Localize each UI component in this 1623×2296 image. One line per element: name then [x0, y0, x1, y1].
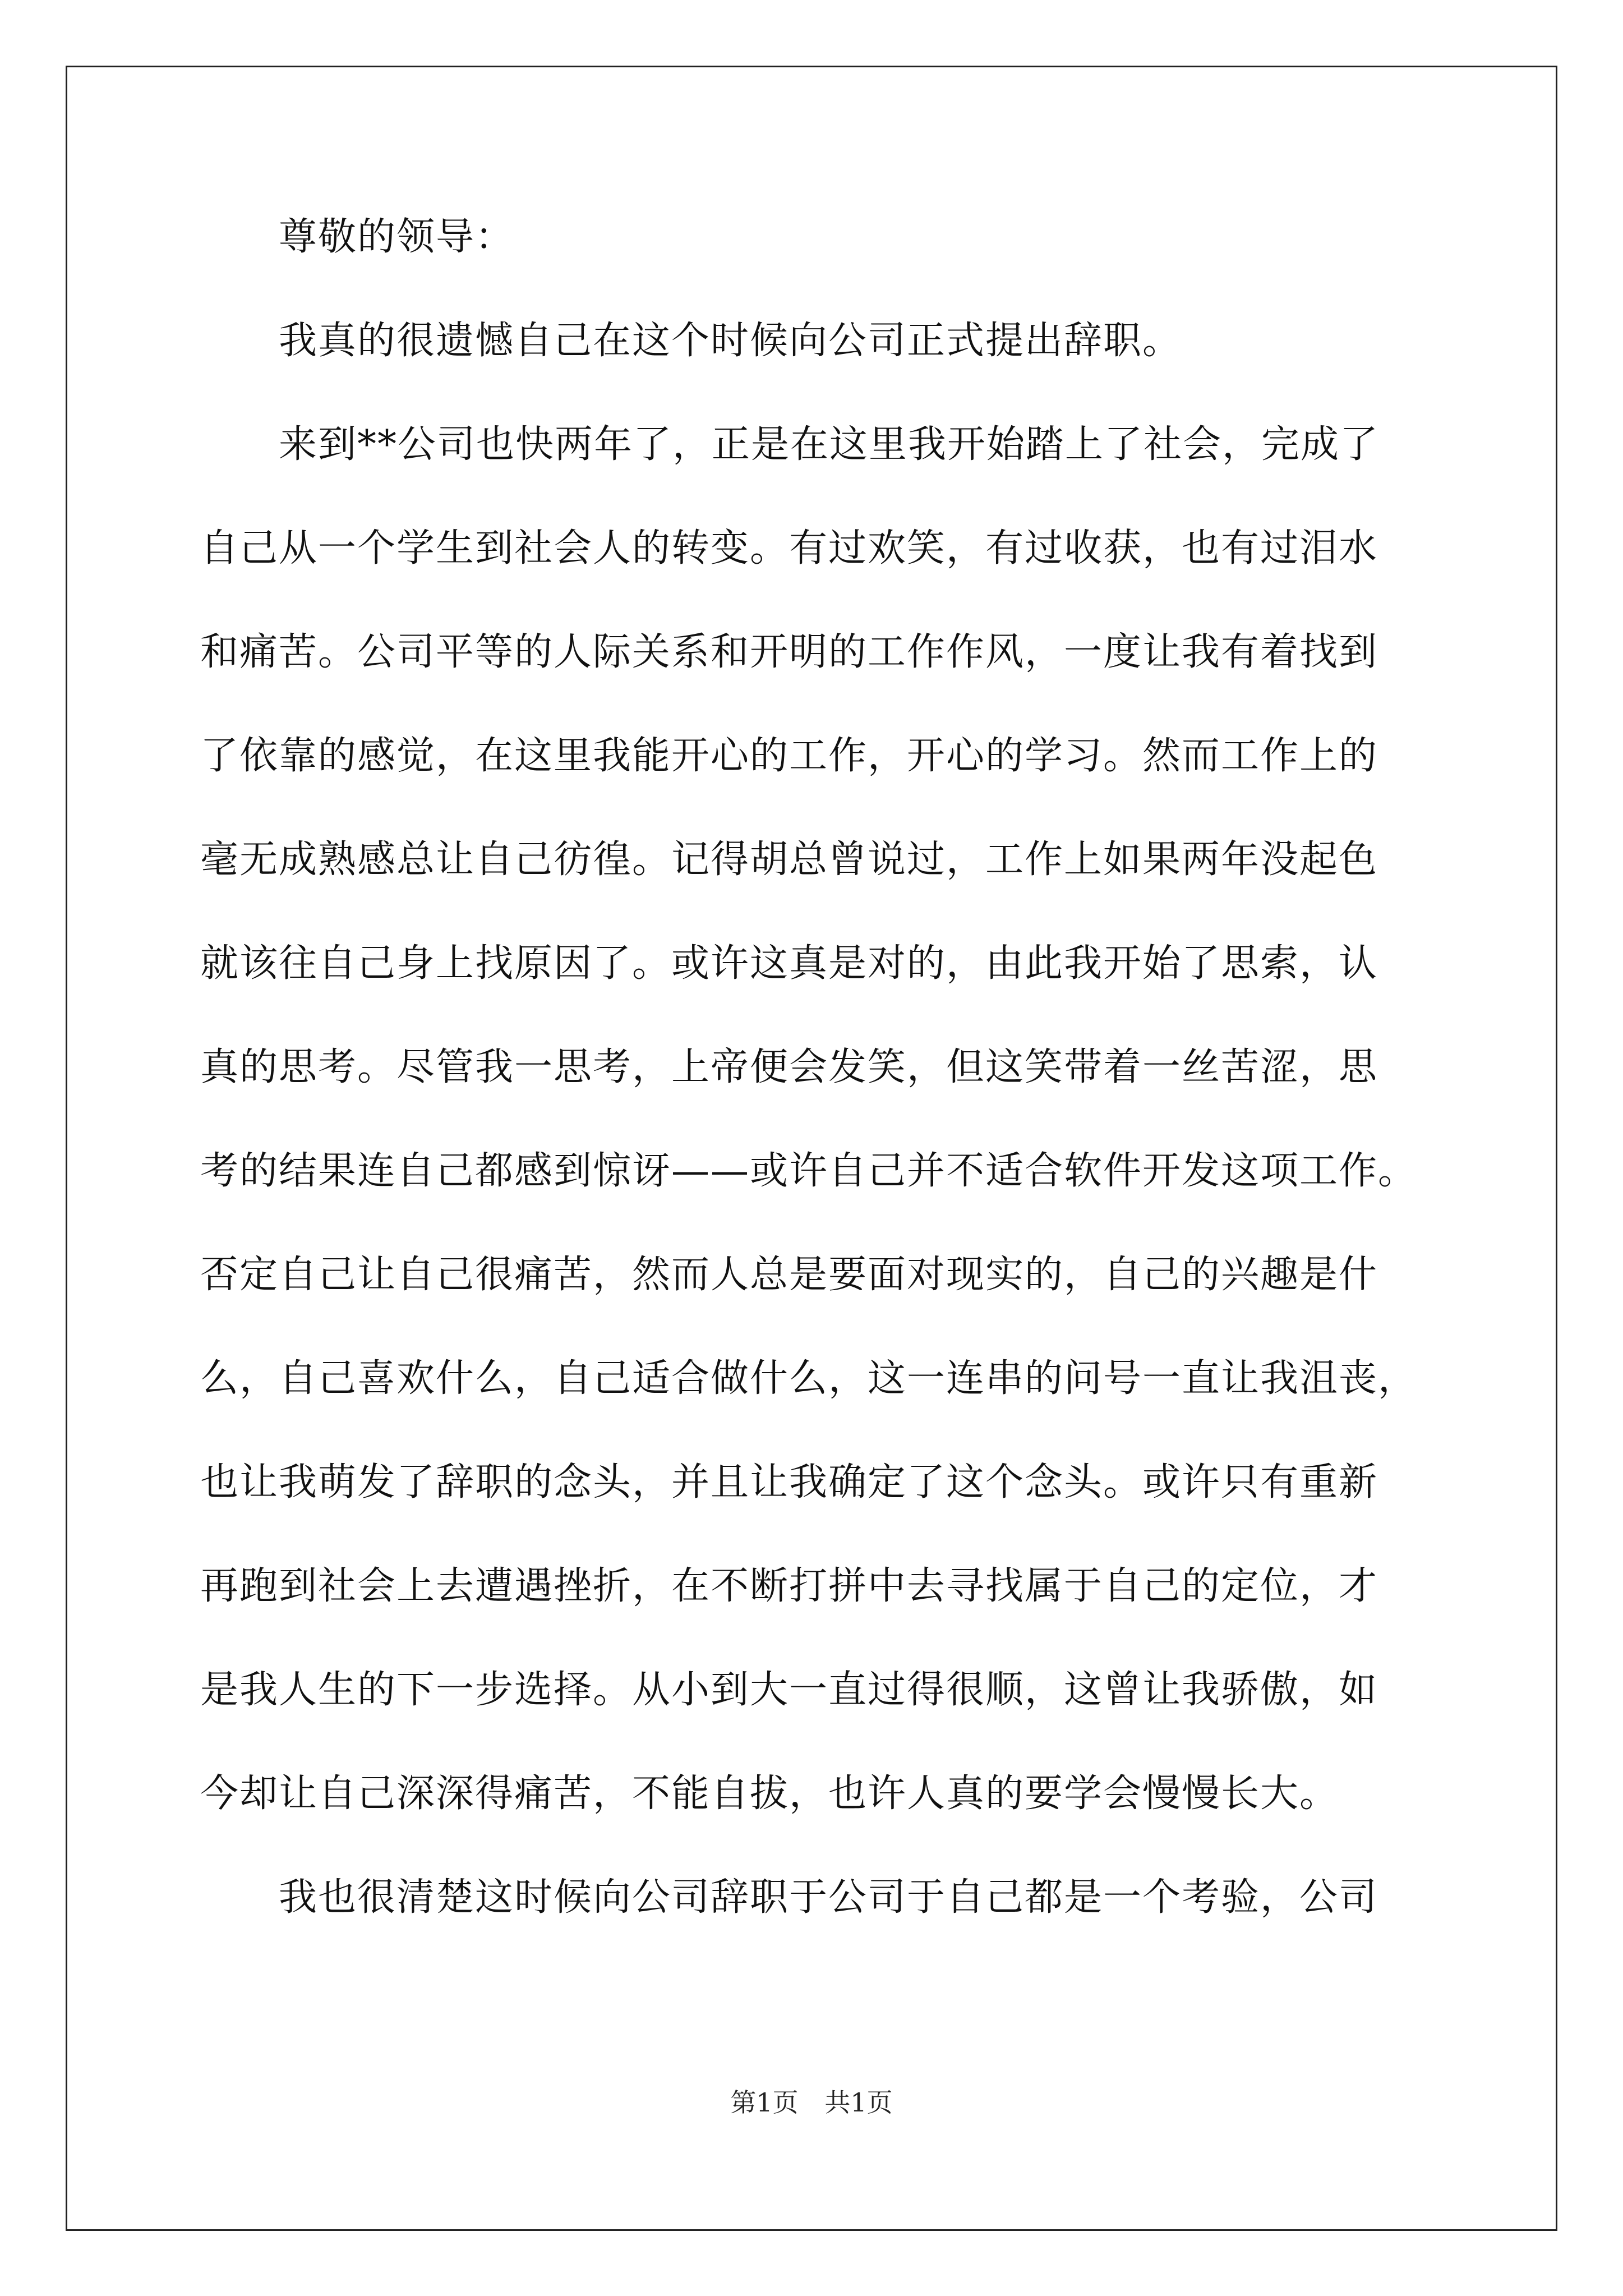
page-number: 第1页	[730, 2087, 799, 2118]
paragraph-line: 么，自己喜欢什么，自己适合做什么，这一连串的问号一直让我沮丧，	[200, 1356, 1418, 1401]
paragraph-line: 和痛苦。公司平等的人际关系和开明的工作作风，一度让我有着找到	[200, 630, 1378, 674]
paragraph-line: 我真的很遗憾自己在这个时候向公司正式提出辞职。	[279, 319, 1182, 363]
paragraph-line: 再跑到社会上去遭遇挫折，在不断打拼中去寻找属于自己的定位，才	[200, 1564, 1378, 1608]
paragraph-line: 是我人生的下一步选择。从小到大一直过得很顺，这曾让我骄傲，如	[200, 1668, 1378, 1712]
salutation: 尊敬的领导：	[279, 215, 515, 259]
paragraph-line: 也让我萌发了辞职的念头，并且让我确定了这个念头。或许只有重新	[200, 1460, 1378, 1504]
paragraph-main	[200, 393, 1456, 1846]
page-total: 共1页	[824, 2087, 893, 2118]
paragraph-line: 我也很清楚这时候向公司辞职于公司于自己都是一个考验，公司	[279, 1875, 1378, 1920]
paragraph-line: 今却让自己深深得痛苦，不能自拔，也许人真的要学会慢慢长大。	[200, 1772, 1339, 1816]
paragraph-line: 就该往自己身上找原因了。或许这真是对的，由此我开始了思索，认	[200, 941, 1378, 986]
page-footer	[0, 2082, 1623, 2119]
paragraph-line: 来到**公司也快两年了，正是在这里我开始踏上了社会，完成了	[279, 422, 1380, 467]
paragraph-closing	[200, 1846, 1456, 1949]
paragraph-line: 了依靠的感觉，在这里我能开心的工作，开心的学习。然而工作上的	[200, 734, 1378, 778]
paragraph-line: 自己从一个学生到社会人的转变。有过欢笑，有过收获，也有过泪水	[200, 526, 1378, 570]
paragraph-line: 真的思考。尽管我一思考，上帝便会发笑，但这笑带着一丝苦涩，思	[200, 1045, 1378, 1089]
paragraph-line: 否定自己让自己很痛苦，然而人总是要面对现实的，自己的兴趣是什	[200, 1253, 1378, 1297]
paragraph-opening	[200, 289, 1456, 393]
letter-body	[200, 185, 1456, 1949]
paragraph-line: 考的结果连自己都感到惊讶——或许自己并不适合软件开发这项工作。	[200, 1149, 1418, 1193]
paragraph-line: 毫无成熟感总让自己彷徨。记得胡总曾说过，工作上如果两年没起色	[200, 838, 1378, 882]
